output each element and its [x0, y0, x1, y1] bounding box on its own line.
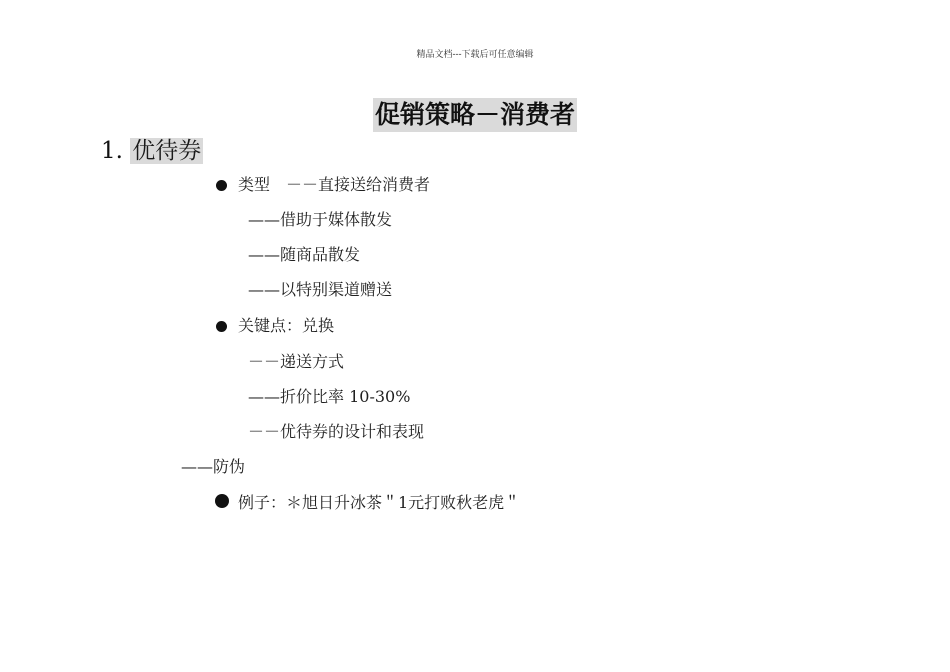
sub-item-channel: ——以特别渠道赠送 — [248, 280, 393, 299]
bullet-dot-icon — [216, 321, 227, 332]
sub-item-design: －－优待券的设计和表现 — [248, 422, 425, 441]
sub-item-discount: ——折价比率 10-30% — [248, 387, 411, 406]
page-header: 精品文档---下载后可任意编辑 — [416, 50, 534, 60]
bullet-example: 例子：＊旭日升冰茶＂1元打败秋老虎＂ — [238, 493, 521, 512]
bullet-dot-icon — [215, 494, 229, 508]
section-heading — [101, 135, 203, 167]
page-title: 促销策略－消费者 — [373, 98, 577, 132]
bullet-type: 类型 －－直接送给消费者 — [238, 175, 431, 194]
sub-item-delivery: －－递送方式 — [248, 352, 345, 371]
item-anti-fake: ——防伪 — [181, 457, 246, 476]
sub-item-media: ——借助于媒体散发 — [248, 210, 393, 229]
page-title-wrapper — [0, 98, 950, 132]
bullet-dot-icon — [216, 180, 227, 191]
sub-item-goods: ——随商品散发 — [248, 245, 361, 264]
bullet-key: 关键点：兑换 — [238, 316, 335, 335]
section-number: 1. — [101, 138, 123, 164]
section-label: 优待券 — [132, 138, 202, 164]
